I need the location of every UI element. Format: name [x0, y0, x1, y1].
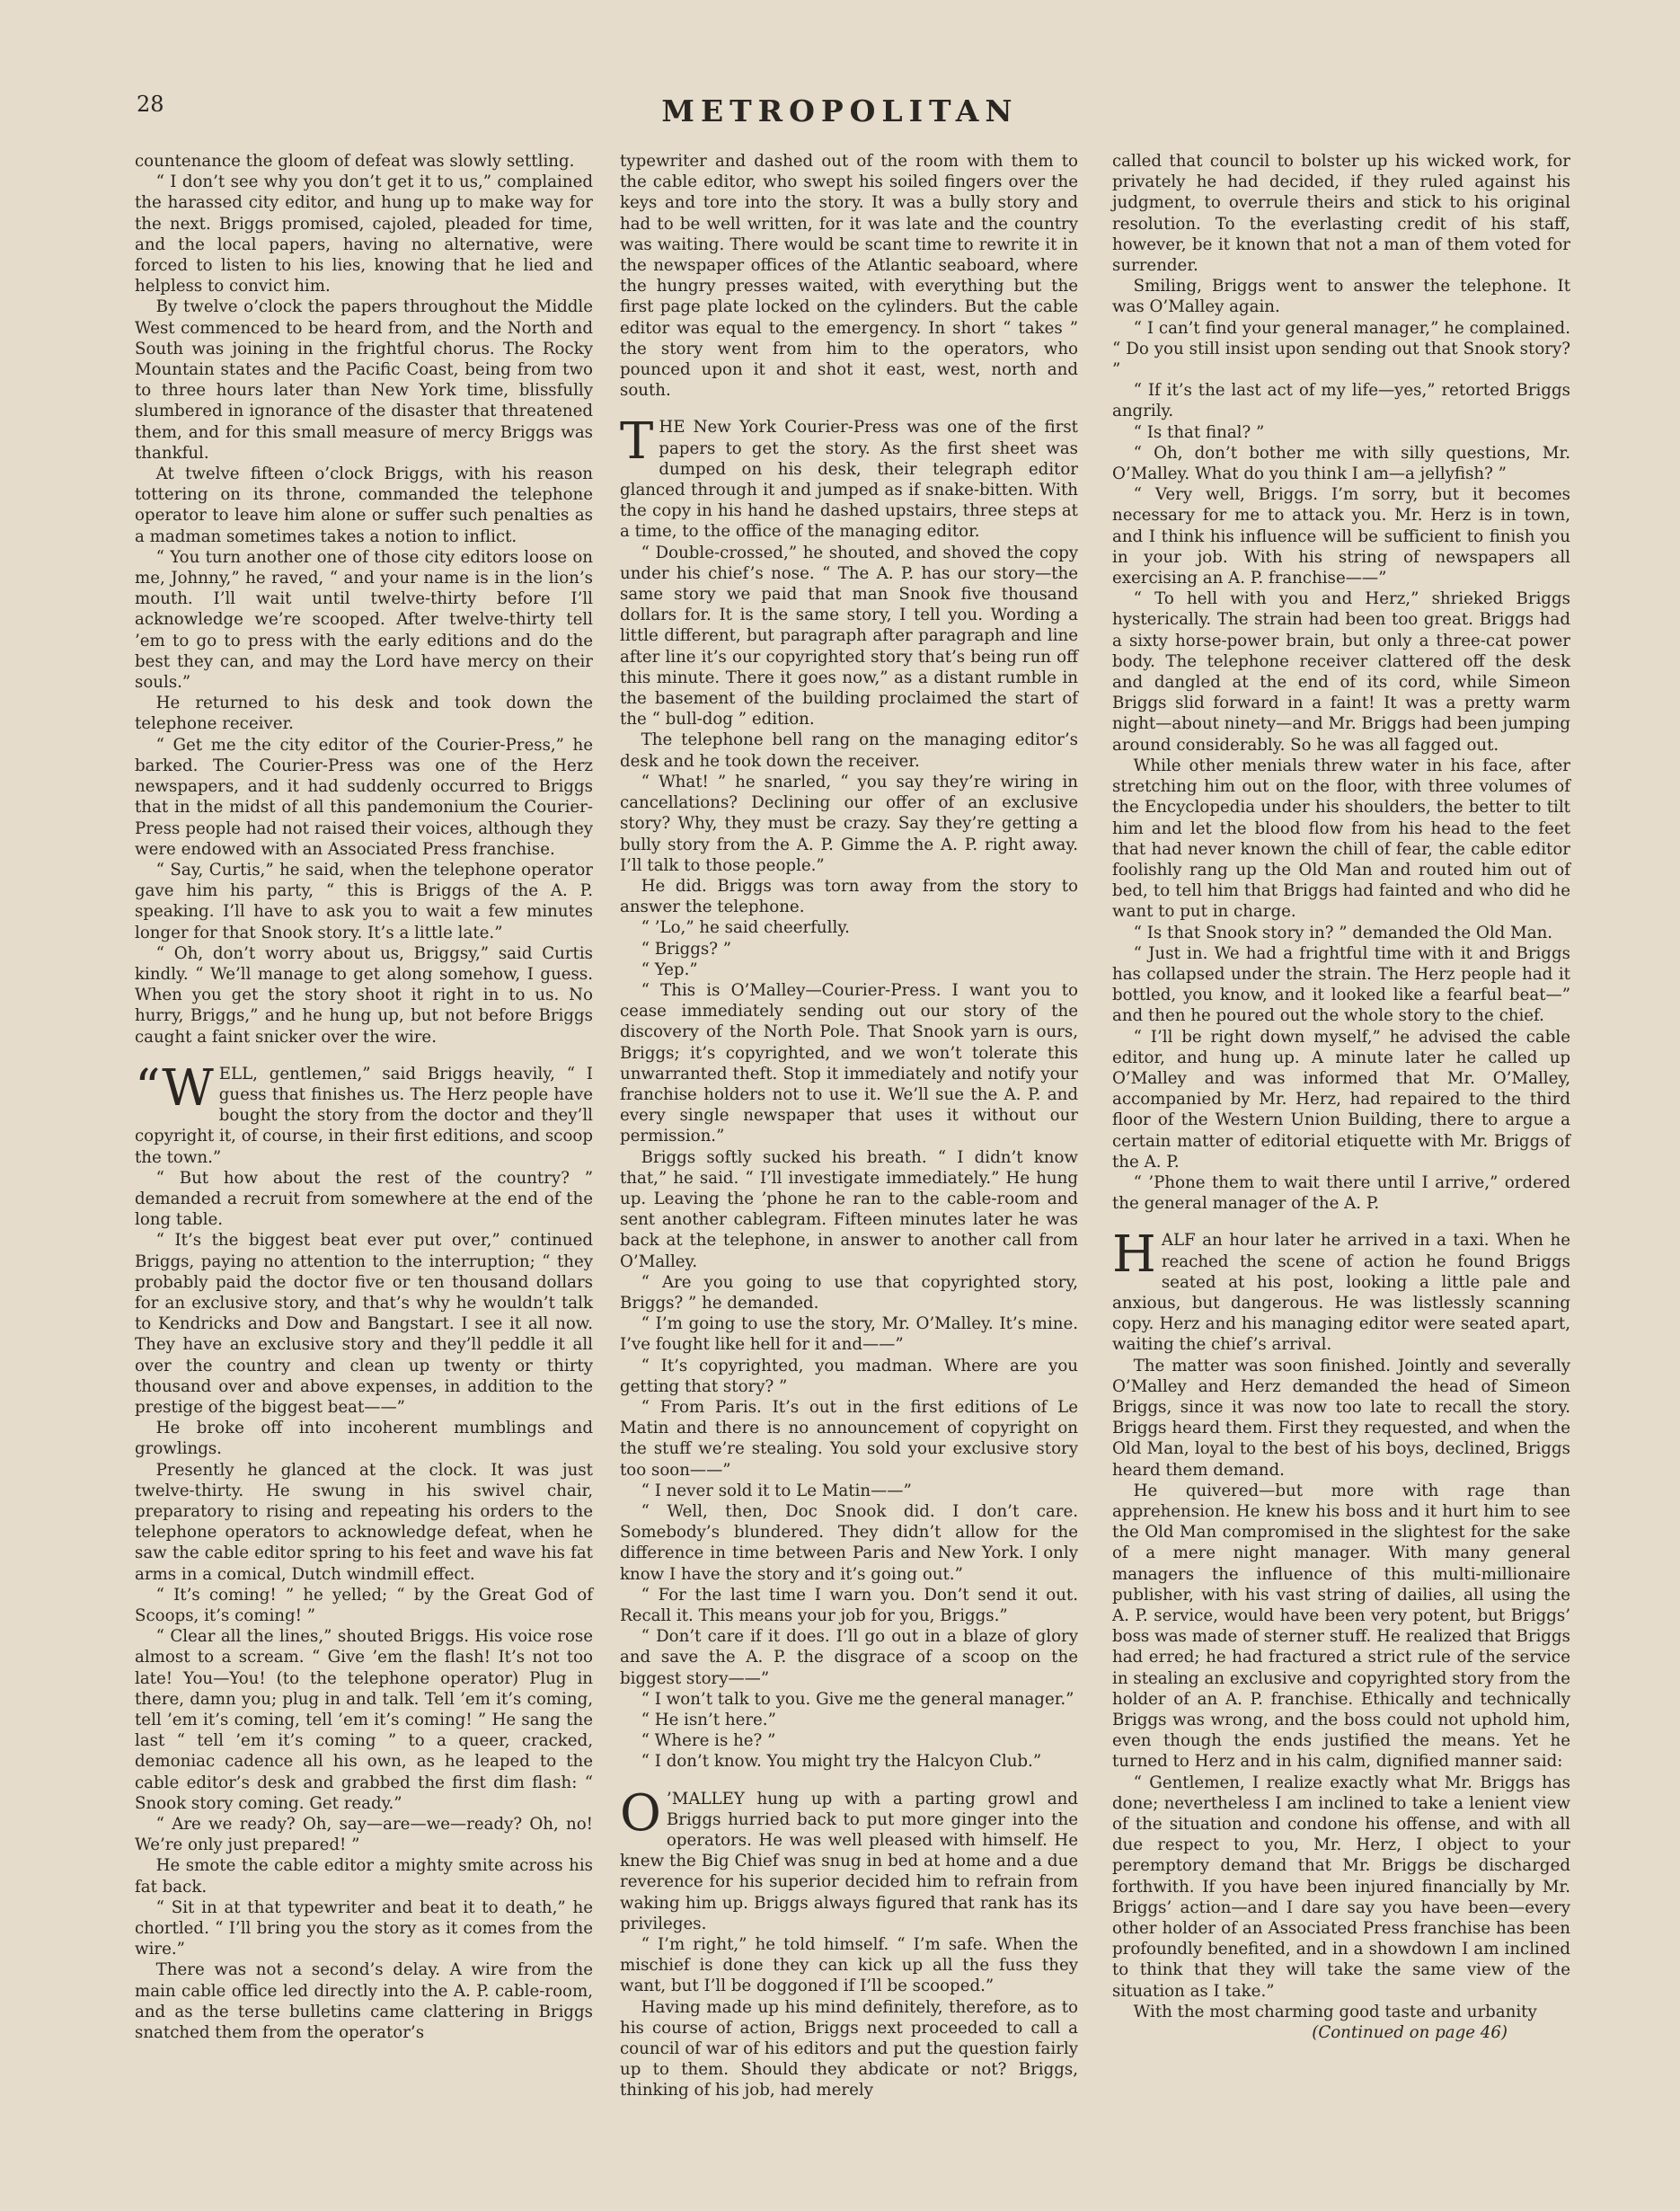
section-opening-paragraph	[135, 1058, 593, 1168]
paragraph-text: “ He isn’t here.”	[641, 1711, 776, 1730]
paragraph	[135, 1418, 593, 1459]
paragraph-text: The matter was soon finished. Jointly and severally O’Malley and Herz demanded the head of Simeon Briggs, since it was now too late to recall the story. Briggs heard them. First they requested, and when the Old Man, loyal to the best of his boys, declined, Briggs heard them demand.	[1112, 1356, 1570, 1480]
paragraph-text: “ Very well, Briggs. I’m sorry, but it becomes necessary for me to attack you. Mr. Herz is in town, and I think his influence will be sufficient to finish you in your job. With his string of newspapers all exercising an A. P. franchise——”	[1112, 485, 1570, 588]
paragraph-text: “ What! ” he snarled, “ you say they’re wiring in cancellations? Declining our offer of an exclusive story? Why, they must be crazy. Say they’re getting a bully story from the A. P. Gimme the A. P. right away. I’ll talk to those people.”	[620, 772, 1078, 875]
paragraph-text: “ Say, Curtis,” he said, when the telephone operator gave him his party, “ this is Briggs of the A. P. speaking. I’ll have to ask you to wait a few minutes longer for that Snook story. It’s a little late.”	[135, 860, 593, 942]
paragraph-text: “ I won’t talk to you. Give me the general manager.”	[641, 1689, 1074, 1709]
running-head: METROPOLITAN	[661, 93, 1019, 128]
paragraph	[1112, 380, 1570, 421]
paragraph-text: (Continued on page 46)	[1312, 2023, 1508, 2043]
paragraph-text: countenance the gloom of defeat was slowly settling.	[135, 152, 575, 171]
paragraph	[620, 1272, 1078, 1313]
paragraph-text: He did. Briggs was torn away from the story to answer the telephone.	[620, 876, 1078, 917]
paragraph	[620, 1751, 1078, 1772]
paragraph-text: “ Yep.”	[641, 960, 698, 979]
text-column-3	[1112, 151, 1570, 2043]
paragraph-text: “ From Paris. It’s out in the first editions of Le Matin and there is no announcement of copyright on the stuff we’re stealing. You sold your exclusive story too soon——”	[620, 1397, 1078, 1480]
paragraph-text: “ You turn another one of those city editors loose on me, Johnny,” he raved, “ and your name is in the lion’s mouth. I’ll wait until twelve-thirty before I’ll acknowledge we’re scooped. After twelve-thirty tell ’em to go to press with the early editions and do the best they can, and may the Lord have mercy on their souls.”	[135, 547, 593, 693]
paragraph	[620, 876, 1078, 917]
page-number: 28	[137, 92, 164, 117]
paragraph	[135, 1814, 593, 1855]
paragraph-text: “ Sit in at that typewriter and beat it to death,” he chortled. “ I’ll bring you the story as it comes from the wire.”	[135, 1897, 593, 1959]
paragraph-text: There was not a second’s delay. A wire from the main cable office led directly into the A. P. cable-room, and as the terse bulletins came clattering in Briggs snatched them from the operator’s	[135, 1960, 593, 2043]
paragraph-text: “ Oh, don’t worry about us, Briggsy,” said Curtis kindly. “ We’ll manage to get along somehow, I guess. When you get the story shoot it right in to us. No hurry, Briggs,” and he hung up, but not before Briggs caught a faint snicker over the wire.	[135, 943, 593, 1047]
paragraph	[620, 1501, 1078, 1585]
paragraph-text: “ ’Lo,” he said cheerfully.	[641, 918, 850, 938]
paragraph-text: ALF an hour later he arrived in a taxi. When he reached the scene of action he found Briggs seated at his post, looking a little pale and anxious, but dangerous. He was listlessly scanning copy. Herz and his managing editor were seated apart, waiting the chief’s arrival.	[1112, 1231, 1570, 1355]
paragraph-text: “ If it’s the last act of my life—yes,” retorted Briggs angrily.	[1112, 381, 1570, 421]
paragraph-text: “ This is O’Malley—Courier-Press. I want you to cease immediately sending out our story of the discovery of the North Pole. That Snook yarn is ours, Briggs; it’s copyrighted, and we won’t tolerate this unwarranted theft. Stop it immediately and notify your franchise holders not to use it. We’ll sue the A. P. and every single newspaper that uses it without our permission.”	[620, 980, 1078, 1146]
paragraph-text: With the most charming good taste and urbanity	[1133, 2002, 1537, 2021]
paragraph	[620, 960, 1078, 980]
paragraph-text: He broke off into incoherent mumblings and growlings.	[135, 1419, 593, 1459]
paragraph-text: called that council to bolster up his wicked work, for privately he had decided, if they ruled against his judgment, to overrule theirs and stick to his original resolution. To the everlasting credit of his staff, however, be it known that not a man of them voted for surrender.	[1112, 152, 1570, 276]
paragraph-text: Presently he glanced at the clock. It was just twelve-thirty. He swung in his swivel chair, preparatory to rising and repeating his orders to the telephone operators to acknowledge defeat, when he saw the cable editor spring to his feet and wave his fat arms in a comical, Dutch windmill effect.	[135, 1460, 593, 1584]
paragraph	[135, 693, 593, 734]
paragraph	[1112, 443, 1570, 484]
paragraph	[1112, 1773, 1570, 2002]
text-column-2	[620, 151, 1078, 2101]
paragraph	[135, 296, 593, 464]
paragraph	[1112, 2002, 1570, 2022]
paragraph	[1112, 484, 1570, 588]
paragraph	[620, 980, 1078, 1147]
paragraph	[620, 1397, 1078, 1481]
paragraph	[620, 1997, 1078, 2101]
paragraph	[135, 1230, 593, 1418]
paragraph	[620, 1730, 1078, 1751]
paragraph-text: “ Get me the city editor of the Courier-Press,” he barked. The Courier-Press was one of the Herz newspapers, and it had suddenly occurred to Briggs that in the midst of all this pandemonium the Courier-Press people had not raised their voices, although they were endowed with an Associated Press franchise.	[135, 735, 593, 859]
paragraph	[135, 172, 593, 296]
paragraph-text: “ I’m going to use the story, Mr. O’Malley. It’s mine. I’ve fought like hell for it and——”	[620, 1314, 1078, 1355]
section-opening-paragraph	[620, 412, 1078, 542]
text-column-1	[135, 151, 593, 2043]
paragraph	[620, 1934, 1078, 1997]
paragraph	[620, 730, 1078, 771]
paragraph-text: He returned to his desk and took down the telephone receiver.	[135, 694, 593, 734]
paragraph-text: “ ’Phone them to wait there until I arrive,” ordered the general manager of the A. P.	[1112, 1172, 1570, 1214]
paragraph-text: While other menials threw water in his face, after stretching him out on the floor, with three volumes of the Encyclopedia under his shoulders, the better to tilt him and let the blood flow from his head to the feet that had never known the chill of fear, the cable editor foolishly rang up the Old Man and routed him out of bed, to tell him that Briggs had fainted and who did he want to put in charge.	[1112, 756, 1570, 922]
paragraph-text: Smiling, Briggs went to answer the telephone. It was O’Malley again.	[1112, 277, 1570, 317]
paragraph-text: “ I don’t see why you don’t get it to us,” complained the harassed city editor, and hung up to make way for the next. Briggs promised, cajoled, pleaded for time, and the local papers, having no alternative, were forced to listen to his lies, knowing that he lied and helpless to convict him.	[135, 172, 593, 296]
paragraph	[620, 1313, 1078, 1355]
paragraph-text: “ Clear all the lines,” shouted Briggs. His voice rose almost to a scream. “ Give ’em the flash! It’s not too late! You—You! (to the telephone operator) Plug in there, damn you; plug in and talk. Tell ’em it’s coming, tell ’em it’s coming, tell ’em it’s coming! ” He sang the last “ tell ’em it’s coming ” to a queer, cracked, demoniac cadence all his own, as he leaped to the cable editor’s desk and grabbed the first dim flash: “ Snook story coming. Get ready.”	[135, 1627, 593, 1813]
paragraph	[135, 860, 593, 943]
paragraph	[135, 1855, 593, 1897]
paragraph	[135, 1460, 593, 1585]
paragraph	[620, 1481, 1078, 1501]
paragraph-text: “ I never sold it to Le Matin——”	[641, 1481, 912, 1500]
paragraph-text: “ I don’t know. You might try the Halcyon Club.”	[641, 1752, 1042, 1772]
paragraph-text: “ It’s copyrighted, you madman. Where are you getting that story? ”	[620, 1356, 1078, 1396]
paragraph	[620, 1356, 1078, 1397]
paragraph	[1112, 943, 1570, 1027]
paragraph	[620, 917, 1078, 938]
paragraph-text: “ Where is he? ”	[641, 1731, 776, 1751]
paragraph-text: ’MALLEY hung up with a parting growl and Briggs hurried back to put more ginger into the operators. He was well pleased with himself. He knew the Big Chief was snug in bed at home and a due reverence for his superior decided him to refrain from waking him up. Briggs always figured that rank has its privileges.	[620, 1789, 1078, 1933]
paragraph	[620, 543, 1078, 730]
paragraph	[1112, 422, 1570, 443]
paragraph-text: “ But how about the rest of the country? ” demanded a recruit from somewhere at the end of the long table.	[135, 1168, 593, 1230]
paragraph	[135, 151, 593, 172]
drop-cap: T	[620, 412, 654, 472]
paragraph	[1112, 756, 1570, 923]
drop-cap: H	[1112, 1225, 1156, 1285]
paragraph-text: “ Are you going to use that copyrighted story, Briggs? ” he demanded.	[620, 1272, 1078, 1313]
paragraph	[135, 1168, 593, 1231]
paragraph	[135, 547, 593, 693]
paragraph	[1112, 1481, 1570, 1773]
paragraph-text: “ I can’t find your general manager,” he complained. “ Do you still insist upon sending out that Snook story? ”	[1112, 318, 1570, 380]
paragraph	[135, 1959, 593, 2043]
paragraph-text: The telephone bell rang on the managing editor’s desk and he took down the receiver.	[620, 730, 1078, 771]
paragraph	[135, 1585, 593, 1626]
paragraph-text: “ Well, then, Doc Snook did. I don’t care. Somebody’s blundered. They didn’t allow for the difference in time between Paris and New York. I only know I have the story and it’s going out.”	[620, 1502, 1078, 1584]
paragraph-text: “ Just in. We had a frightful time with it and Briggs has collapsed under the strain. The Herz people had it bottled, you know, and it looked like a fearful beat—” and then he poured out the whole story to the chief.	[1112, 943, 1570, 1026]
paragraph	[1112, 588, 1570, 756]
paragraph-text: “ Don’t care if it does. I’ll go out in a blaze of glory and save the A. P. the disgrace of a scoop on the biggest story——”	[620, 1627, 1078, 1688]
continuation-note	[1112, 2022, 1570, 2043]
paragraph-text: “ To hell with you and Herz,” shrieked Briggs hysterically. The strain had been too great. Briggs had a sixty horse-power brain, but only a three-cat power body. The telephone receiver clattered off the desk and dangled at the end of its cord, while Simeon Briggs slid forward in a faint! It was a pretty warm night—about ninety—and Mr. Briggs had been jumping around considerably. So he was all fagged out.	[1112, 589, 1570, 755]
paragraph	[1112, 276, 1570, 317]
paragraph-text: typewriter and dashed out of the room with them to the cable editor, who swept his soiled fingers over the keys and tore into the story. It was a bully story and had to be well written, for it was late and the country was waiting. There would be scant time to rewrite it in the newspaper offices of the Atlantic seaboard, where the hungry presses waited, with everything but the first page plate locked on the cylinders. But the cable editor was equal to the emergency. In short “ takes ” the story went from him to the operators, who pounced upon it and shot it east, west, north and south.	[620, 152, 1078, 401]
paragraph-text: “ For the last time I warn you. Don’t send it out. Recall it. This means your job for you, Briggs.”	[620, 1585, 1078, 1626]
paragraph	[135, 1626, 593, 1814]
paragraph-text: HE New York Courier-Press was one of the first papers to get the story. As the first sheet was dumped on his desk, their telegraph editor glanced through it and jumped as if snake-bitten. With the copy in his hand he dashed upstairs, three steps at a time, to the office of the managing editor.	[620, 418, 1078, 542]
paragraph	[620, 1147, 1078, 1272]
paragraph-text: He smote the cable editor a mighty smite across his fat back.	[135, 1856, 593, 1897]
paragraph	[620, 939, 1078, 960]
paragraph	[1112, 923, 1570, 943]
section-opening-paragraph	[1112, 1225, 1570, 1355]
paragraph	[1112, 318, 1570, 381]
paragraph-text: “ It’s coming! ” he yelled; “ by the Great God of Scoops, it’s coming! ”	[135, 1585, 593, 1626]
paragraph	[1112, 1356, 1570, 1481]
paragraph-text: “ Double-crossed,” he shouted, and shoved the copy under his chief’s nose. “ The A. P. has our story—the same story we paid that man Snook five thousand dollars for. It is the same story, I tell you. Wording a little different, but paragraph after paragraph and line after line it’s our copyrighted story that’s being run off this minute. There it goes now,” as a distant rumble in the basement of the building proclaimed the start of the “ bull-dog ” edition.	[620, 543, 1078, 730]
paragraph-text: “ Are we ready? Oh, say—are—we—ready? Oh, no! We’re only just prepared! ”	[135, 1815, 593, 1855]
paragraph	[620, 1689, 1078, 1710]
paragraph	[620, 1626, 1078, 1689]
paragraph-text: “ Is that Snook story in? ” demanded the Old Man.	[1133, 923, 1553, 942]
paragraph	[1112, 151, 1570, 276]
paragraph-text: “ Is that final? ”	[1133, 422, 1265, 442]
paragraph	[135, 464, 593, 547]
section-opening-paragraph	[620, 1783, 1078, 1934]
paragraph	[620, 1710, 1078, 1730]
paragraph-text: “ I’m right,” he told himself. “ I’m safe. When the mischief is done they can kick up all the fuss they want, but I’ll be doggoned if I’ll be scooped.”	[620, 1935, 1078, 1996]
paragraph-text: By twelve o’clock the papers throughout the Middle West commenced to be heard from, and the North and South was joining in the frightful chorus. The Rocky Mountain states and the Pacific Coast, being from two to three hours later than New York time, blissfully slumbered in ignorance of the disaster that threatened them, and for this small measure of mercy Briggs was thankful.	[135, 297, 593, 463]
paragraph	[135, 1897, 593, 1960]
paragraph-text: He quivered—but more with rage than apprehension. He knew his boss and it hurt him to see the Old Man compromised in the slightest for the sake of a mere night manager. With many general managers the influence of this multi-millionaire publisher, with his vast string of dailies, all using the A. P. service, would have been very potent, but Briggs’ boss was made of sterner stuff. He realized that Briggs had erred; he had fractured a strict rule of the service in stealing an exclusive and copyrighted story from the holder of an A. P. franchise. Ethically and technically Briggs was wrong, and the boss could not uphold him, even though the ends justified the means. Yet he turned to Herz and in his calm, dignified manner said:	[1112, 1481, 1570, 1772]
paragraph	[620, 151, 1078, 401]
drop-cap: O	[620, 1783, 661, 1843]
paragraph-text: Having made up his mind definitely, therefore, as to his course of action, Briggs next proceeded to call a council of war of his editors and put the question fairly up to them. Should they abdicate or not? Briggs, thinking of his job, had merely	[620, 1997, 1078, 2100]
paragraph-text: “ Briggs? ”	[641, 939, 732, 959]
paragraph-text: ELL, gentlemen,” said Briggs heavily, “ I guess that finishes us. The Herz people have bought the story from the doctor and they’ll copyright it, of course, in their first editions, and scoop the town.”	[135, 1064, 593, 1167]
paragraph-text: “ Gentlemen, I realize exactly what Mr. Briggs has done; nevertheless I am inclined to take a lenient view of the situation and condone his offense, and with all due respect to you, Mr. Herz, I object to your peremptory demand that Mr. Briggs be discharged forthwith. If you have been injured financially by Mr. Briggs’ action—and I dare say you have been—every other holder of an Associated Press franchise has been profoundly benefited, and in a showdown I am inclined to think that they will take the same view of the situation as I take.”	[1112, 1773, 1570, 2001]
paragraph	[135, 943, 593, 1048]
paragraph-text: “ It’s the biggest beat ever put over,” continued Briggs, paying no attention to the interruption; “ they probably paid the doctor five or ten thousand dollars for an exclusive story, and that’s why he wouldn’t talk to Kendricks and Dow and Bangstart. I see it all now. They have an exclusive story and they’ll peddle it all over the country and clean up twenty or thirty thousand over and above expenses, in addition to the prestige of the biggest beat——”	[135, 1231, 593, 1417]
paragraph	[135, 735, 593, 860]
paragraph-text: Briggs softly sucked his breath. “ I didn’t know that,” he said. “ I’ll investigate immediately.” He hung up. Leaving the ’phone he ran to the cable-room and sent another cablegram. Fifteen minutes later he was back at the telephone, in answer to another call from O’Malley.	[620, 1147, 1078, 1271]
paragraph-text: “ I’ll be right down myself,” he advised the cable editor, and hung up. A minute later he called up O’Malley and was informed that Mr. O’Malley, accompanied by Mr. Herz, had repaired to the third floor of the Western Union Building, there to argue a certain matter of editorial etiquette with Mr. Briggs of the A. P.	[1112, 1027, 1570, 1172]
paragraph	[620, 1585, 1078, 1626]
paragraph	[620, 772, 1078, 876]
drop-cap: “W	[135, 1058, 214, 1118]
paragraph-text: “ Oh, don’t bother me with silly questions, Mr. O’Malley. What do you think I am—a jellyfish? ”	[1112, 443, 1570, 484]
paragraph	[1112, 1172, 1570, 1214]
paragraph	[1112, 1027, 1570, 1172]
paragraph-text: At twelve fifteen o’clock Briggs, with his reason tottering on its throne, commanded the telephone operator to leave him alone or suffer such penalties as a madman sometimes takes a notion to inflict.	[135, 464, 593, 546]
